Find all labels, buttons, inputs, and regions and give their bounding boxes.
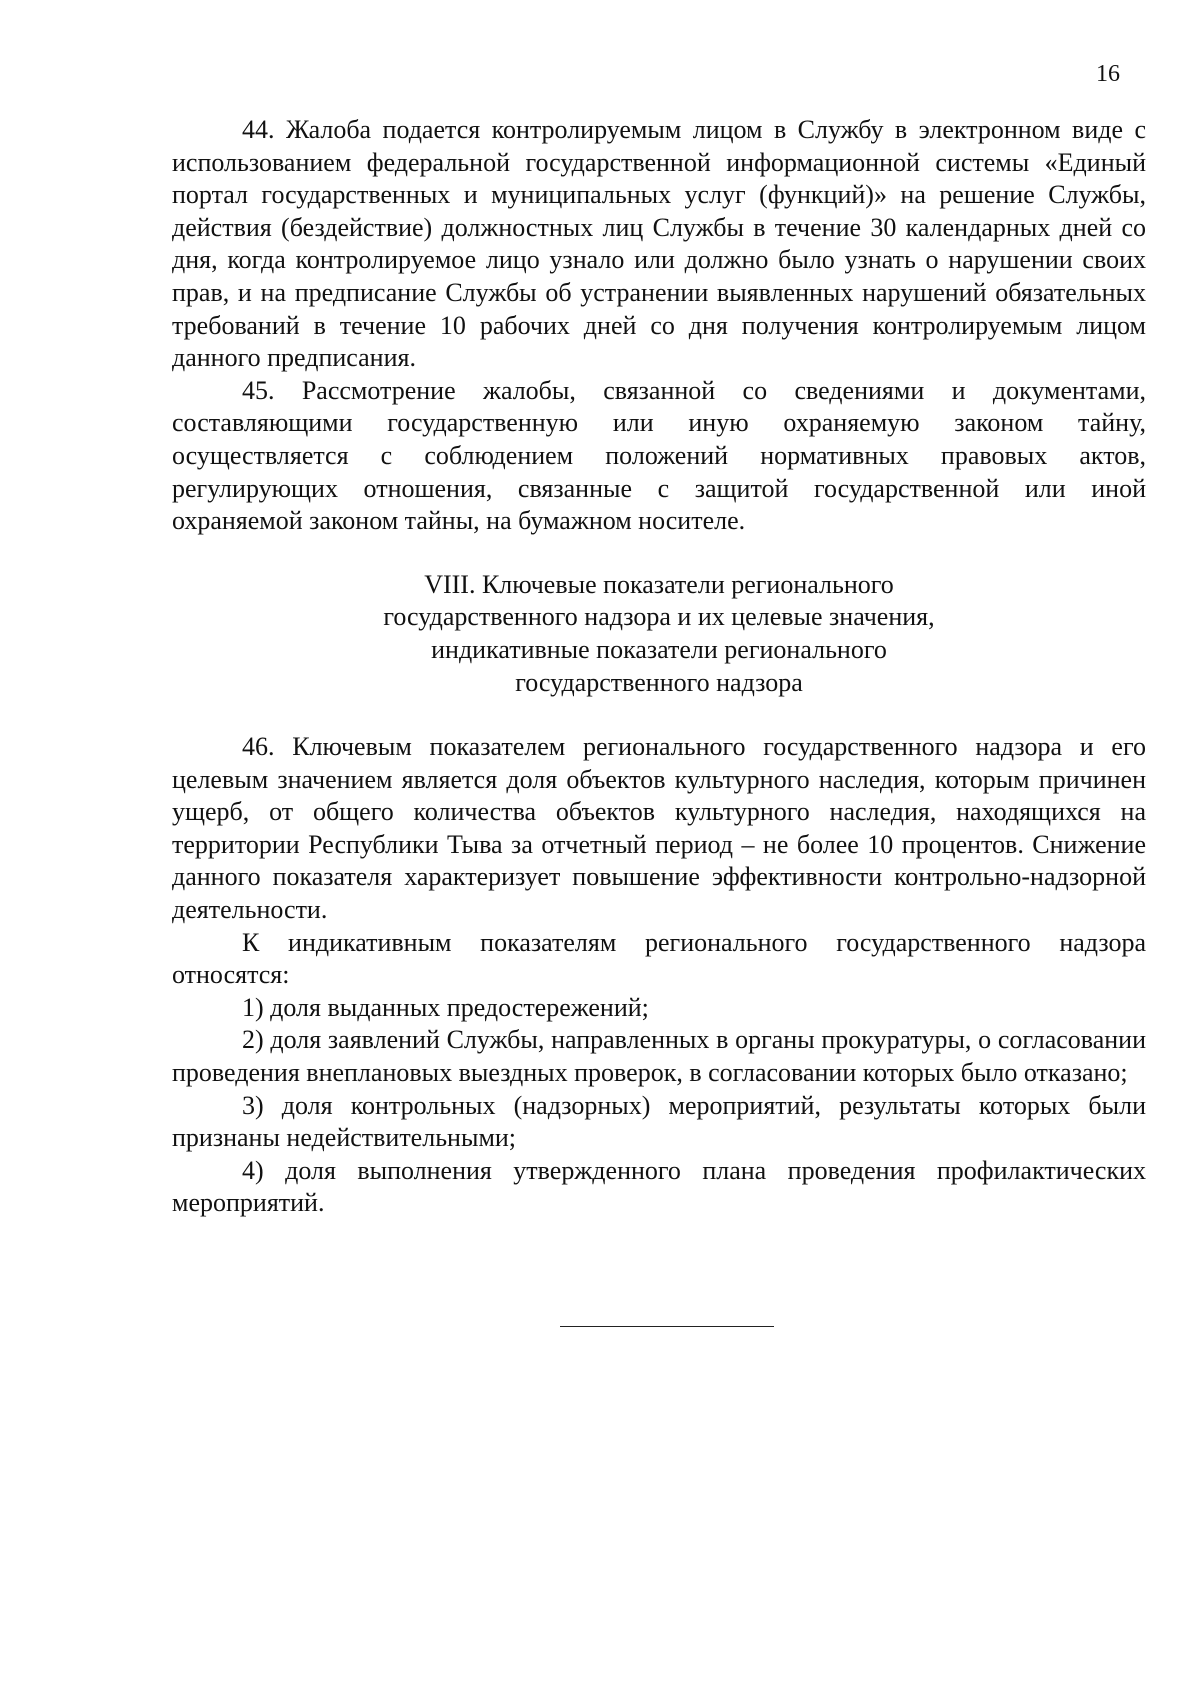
section-heading-line: индикативные показатели регионального — [431, 634, 887, 664]
paragraph-45: 45. Рассмотрение жалобы, связанной со сведениями и документами, составляющими государственную или иную охраняемую законом тайну, осуществляется с соблюдением положений нормативных правовых актов, регулирующих отношения, связанные с защитой государственной или иной охраняемой законом тайны, на бумажном носителе. — [172, 375, 1146, 536]
indicator-item-1: 1) доля выданных предостережений; — [242, 992, 649, 1022]
section-heading-line: VIII. Ключевые показатели регионального — [424, 569, 894, 599]
section-heading-line: государственного надзора — [515, 667, 803, 697]
indicators-intro: К индикативным показателям регионального государственного надзора относятся: — [172, 927, 1146, 990]
paragraph-44: 44. Жалоба подается контролируемым лицом в Службу в электронном виде с использованием федеральной государственной информационной системы «Единый портал государственных и муниципальных услуг (функций)» на решение Службы, действия (бездействие) должностных лиц Службы в течение 30 календарных дней со дня, когда контролируемое лицо узнало или должно было узнать о нарушении своих прав, и на предписание Службы об устранении выявленных нарушений обязательных требований в течение 10 рабочих дней со дня получения контролируемым лицом данного предписания. — [172, 115, 1146, 373]
indicator-item-3: 3) доля контрольных (надзорных) мероприятий, результаты которых были признаны недействительными; — [172, 1090, 1146, 1153]
closing-rule — [560, 1326, 774, 1327]
indicator-item-2: 2) доля заявлений Службы, направленных в органы прокуратуры, о согласовании проведения внеплановых выездных проверок, в согласовании которых было отказано; — [172, 1025, 1146, 1088]
indicator-item-4: 4) доля выполнения утвержденного плана проведения профилактических мероприятий. — [172, 1155, 1146, 1218]
section-heading — [172, 569, 1146, 699]
document-body — [172, 114, 1146, 1220]
page-number: 16 — [1096, 61, 1120, 87]
paragraph-46: 46. Ключевым показателем регионального государственного надзора и его целевым значением является доля объектов культурного наследия, которым причинен ущерб, от общего количества объектов культурного наследия, находящихся на территории Республики Тыва за отчетный период – не более 10 процентов. Снижение данного показателя характеризует повышение эффективности контрольно-надзорной деятельности. — [172, 732, 1146, 925]
section-heading-line: государственного надзора и их целевые значения, — [383, 602, 935, 632]
